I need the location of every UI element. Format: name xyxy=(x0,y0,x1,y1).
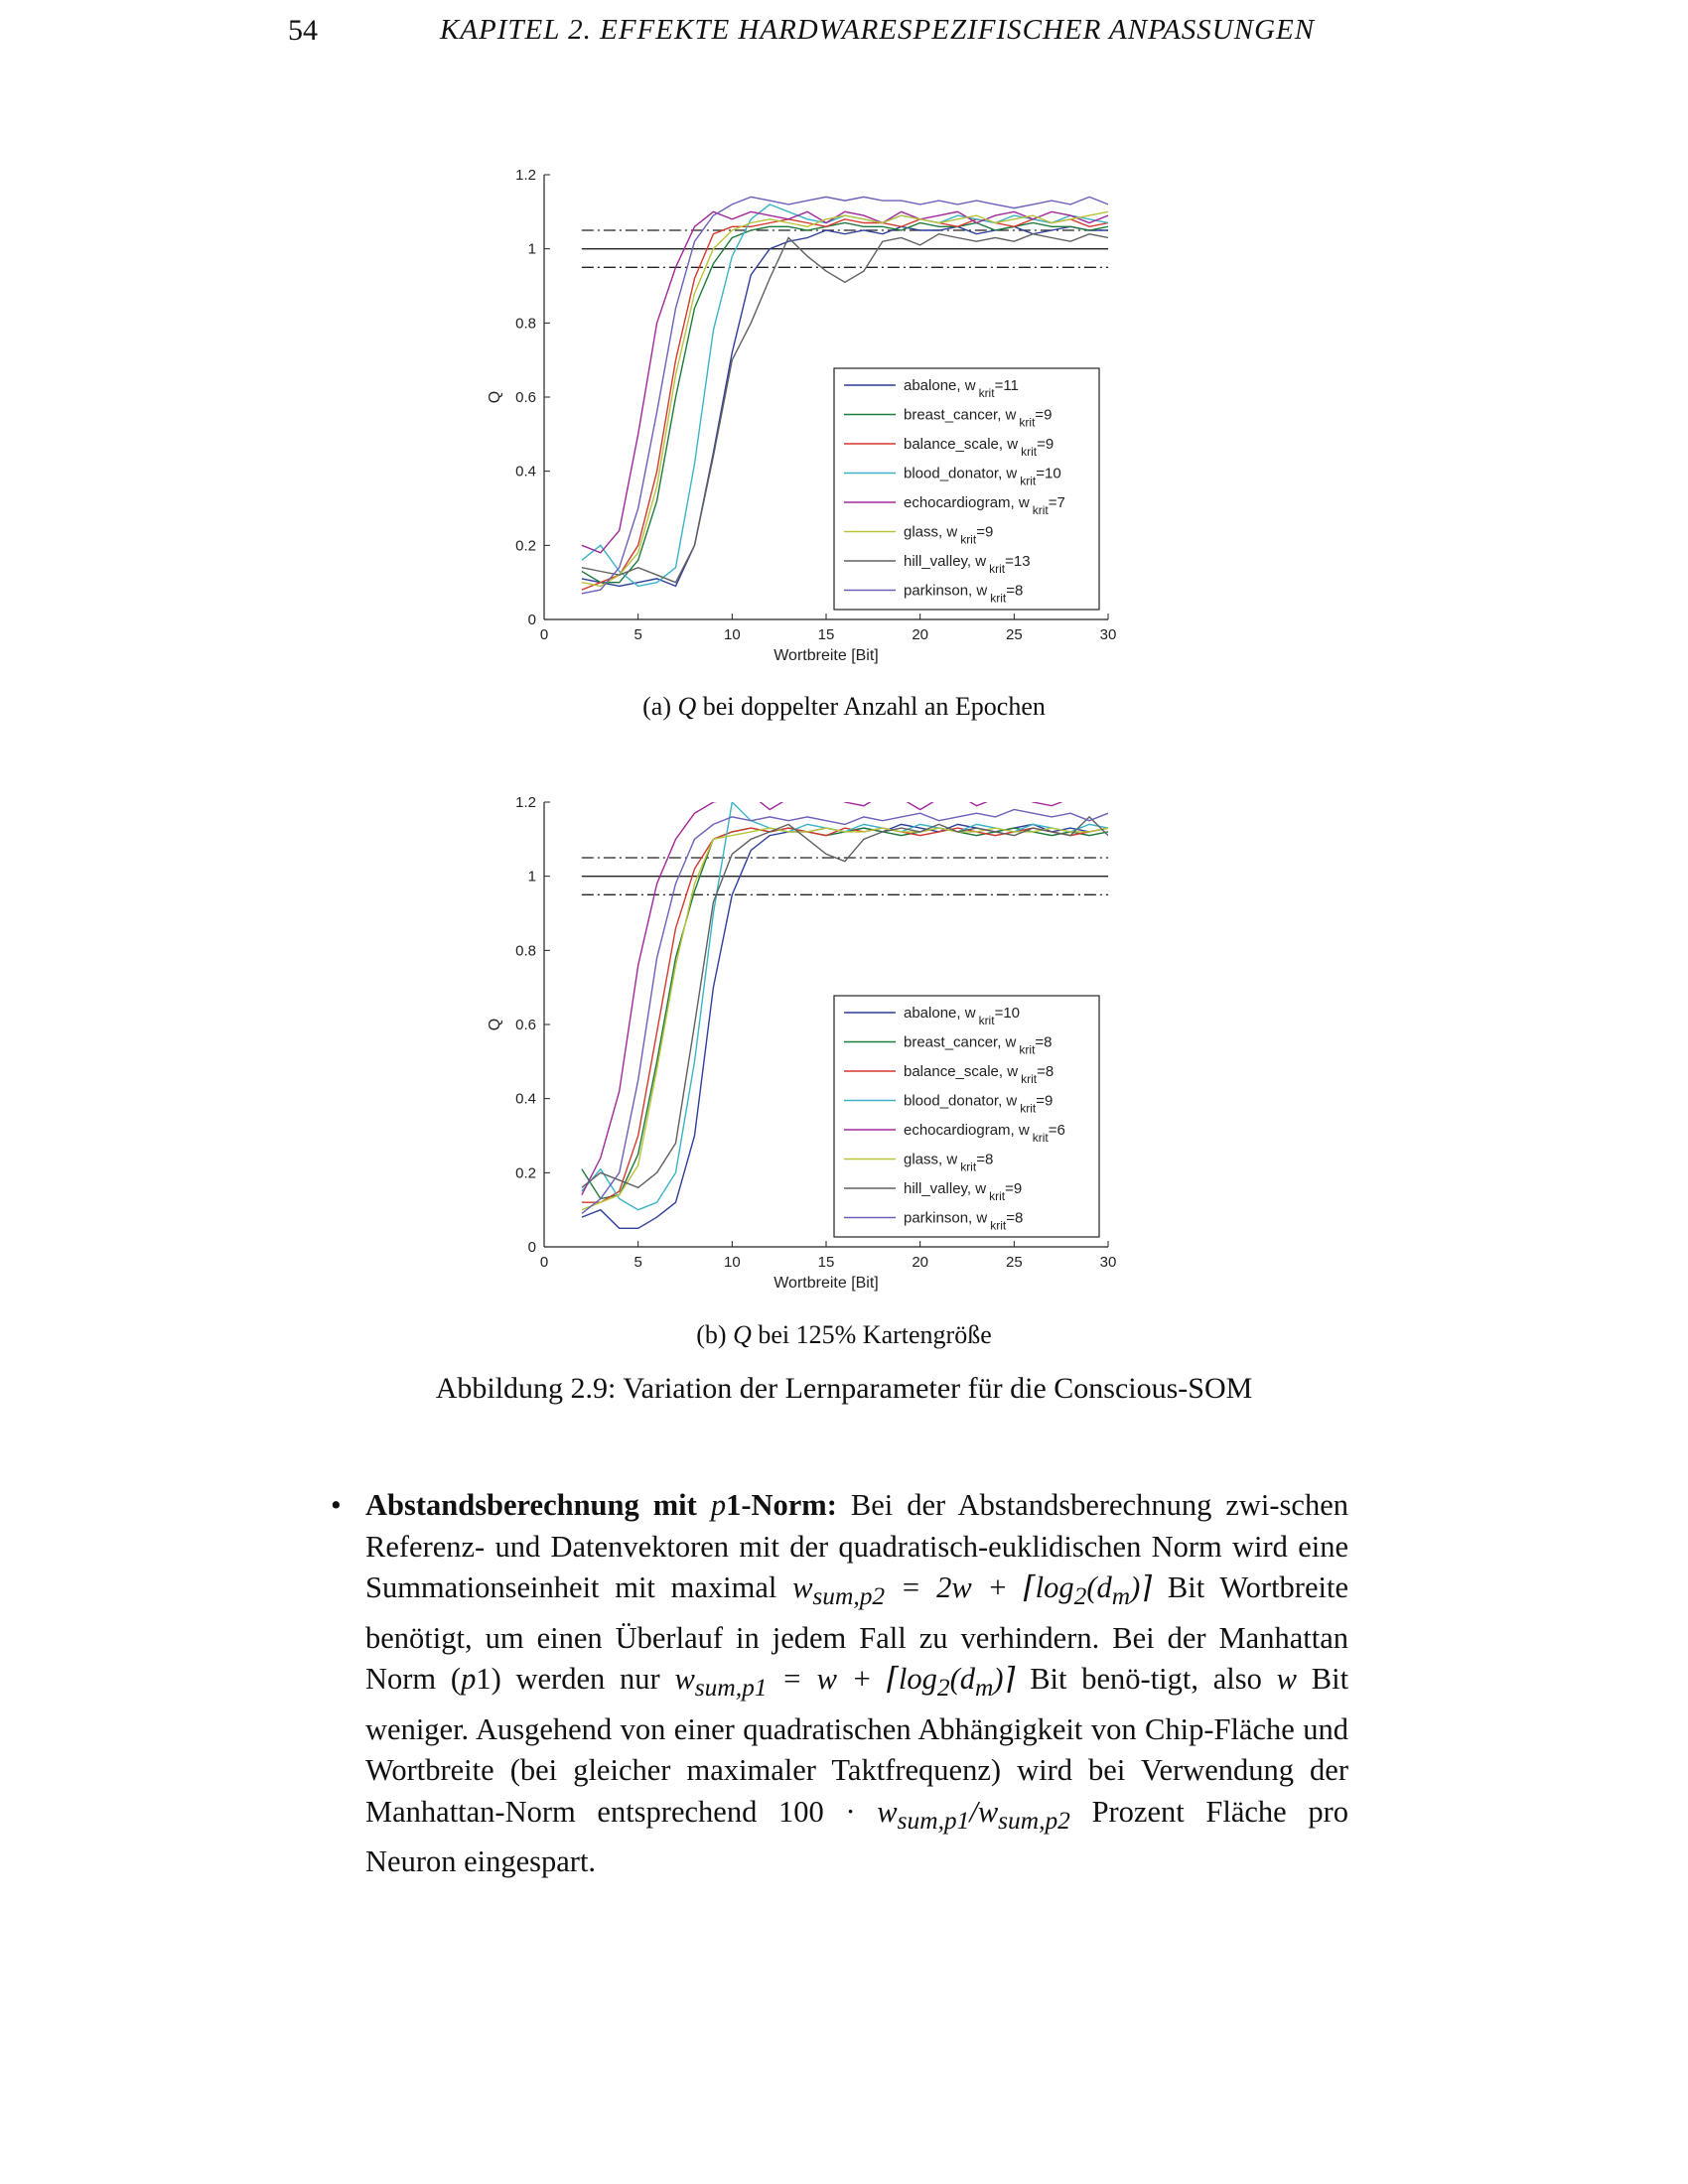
x-tick-label: 0 xyxy=(539,626,549,643)
bullet-title xyxy=(365,1488,837,1522)
x-tick-label: 30 xyxy=(1099,1254,1117,1271)
f3-slash: /w xyxy=(969,1794,999,1829)
y-tick-label: 0.4 xyxy=(515,1090,536,1108)
y-axis-label: Q xyxy=(487,1018,503,1031)
f2-w: w xyxy=(674,1662,695,1697)
chart-a-svg xyxy=(467,147,1142,663)
x-tick-label: 25 xyxy=(1005,1254,1023,1271)
f2-rest: = w + ⌈log xyxy=(781,1662,937,1697)
legend-entry-breast_cancer: breast_cancer, w $_{krit}$=8 xyxy=(904,1033,1053,1057)
legend-entry-parkinson: parkinson, w $_{krit}$=8 xyxy=(904,1209,1024,1233)
f1-sub3: m xyxy=(1111,1582,1131,1611)
y-tick-label: 0.8 xyxy=(515,942,536,960)
chart-q-map-size xyxy=(467,774,1142,1291)
formula-ratio xyxy=(778,1794,1070,1835)
legend-entry-abalone: abalone, w $_{krit}$=10 xyxy=(904,1005,1021,1027)
y-tick-label: 0.6 xyxy=(515,389,536,406)
f3-sub2: sum,p2 xyxy=(998,1806,1070,1835)
f3-w1: w xyxy=(877,1794,898,1829)
y-tick-label: 1.2 xyxy=(515,167,536,184)
y-tick-label: 1 xyxy=(527,868,536,886)
page-header xyxy=(0,14,1688,54)
f1-w: w xyxy=(792,1570,813,1604)
bullet-text-3-var: w xyxy=(1276,1662,1297,1697)
chart-q-double-epochs xyxy=(467,147,1142,663)
bullet-mark: • xyxy=(331,1488,342,1522)
y-tick-label: 0.2 xyxy=(515,1164,536,1182)
legend-entry-abalone: abalone, w $_{krit}$=11 xyxy=(904,377,1019,400)
f1-sub2: 2 xyxy=(1073,1582,1087,1611)
running-head: KAPITEL 2. EFFEKTE HARDWARESPEZIFISCHER ANPASSUNGEN xyxy=(440,14,1316,46)
formula-wsum-p1 xyxy=(674,1662,1016,1703)
bullet-title-var: p xyxy=(710,1488,727,1522)
y-tick-label: 0.2 xyxy=(515,537,536,555)
x-tick-label: 5 xyxy=(633,626,642,643)
y-tick-label: 1 xyxy=(527,240,536,258)
bullet-text-1: Bei der Abstandsberechnung zwi-schen Referenz- und Datenvektoren mit der quadratisch-euklidischen Norm wird eine Summationseinheit mit maximal xyxy=(365,1488,1349,1604)
subcaption-b xyxy=(0,1320,1688,1350)
subcaption-b-var: Q xyxy=(733,1320,752,1349)
y-tick-label: 0.8 xyxy=(515,315,536,333)
subcaption-b-text: bei 125% Kartengröße xyxy=(758,1320,992,1349)
bullet-text-2b: 1) werden nur xyxy=(476,1662,660,1697)
x-tick-label: 10 xyxy=(723,1254,741,1271)
f2-sub2: 2 xyxy=(936,1674,950,1703)
y-tick-label: 0.6 xyxy=(515,1017,536,1033)
y-tick-label: 0.4 xyxy=(515,463,536,480)
formula-wsum-p2 xyxy=(792,1570,1153,1611)
y-tick-label: 1.2 xyxy=(515,794,536,811)
subcaption-a xyxy=(0,692,1688,722)
subcaption-b-label: (b) xyxy=(696,1320,727,1349)
x-tick-label: 5 xyxy=(633,1254,642,1271)
subcaption-a-var: Q xyxy=(677,692,697,721)
bullet-paragraph xyxy=(331,1485,1348,1883)
f1-sub: sum,p2 xyxy=(812,1582,886,1611)
legend-entry-balance_scale: balance_scale, w $_{krit}$=9 xyxy=(904,436,1055,459)
x-tick-label: 30 xyxy=(1099,626,1117,643)
legend-entry-breast_cancer: breast_cancer, w $_{krit}$=9 xyxy=(904,406,1053,430)
legend-entry-echocardiogram: echocardiogram, w $_{krit}$=6 xyxy=(904,1122,1065,1145)
legend-box xyxy=(834,996,1099,1237)
bullet-text xyxy=(365,1485,1348,1883)
bullet-text-2-var: p xyxy=(461,1662,477,1697)
f1-rest: = 2w + ⌈log xyxy=(900,1570,1074,1604)
f1-close: )⌉ xyxy=(1130,1570,1153,1604)
x-tick-label: 15 xyxy=(817,1254,835,1271)
legend-entry-balance_scale: balance_scale, w $_{krit}$=8 xyxy=(904,1063,1055,1086)
f3-sub1: sum,p1 xyxy=(897,1806,970,1835)
bullet-title-pre: Abstandsberechnung mit xyxy=(365,1488,697,1522)
legend-entry-hill_valley: hill_valley, w $_{krit}$=9 xyxy=(904,1180,1023,1203)
figure-caption: Abbildung 2.9: Variation der Lernparameter für die Conscious-SOM xyxy=(435,1372,1253,1405)
x-tick-label: 15 xyxy=(817,626,835,643)
bullet-title-post: 1-Norm: xyxy=(726,1488,837,1522)
legend-entry-glass: glass, w $_{krit}$=9 xyxy=(904,523,994,547)
bullet-text-4: Bit weniger. Ausgehend von einer quadratischen Abhängigkeit von Chip-Fläche und Wortbreite (bei gleicher maximaler Taktfrequenz) wird bei Verwendung der Manhattan-Norm entsprechend xyxy=(365,1662,1349,1829)
f1-end: (d xyxy=(1086,1570,1112,1604)
x-tick-label: 0 xyxy=(539,1254,549,1271)
legend-entry-parkinson: parkinson, w $_{krit}$=8 xyxy=(904,582,1024,606)
legend-entry-blood_donator: blood_donator, w $_{krit}$=10 xyxy=(904,465,1061,488)
x-axis-label: Wortbreite [Bit] xyxy=(774,647,879,664)
legend-entry-echocardiogram: echocardiogram, w $_{krit}$=7 xyxy=(904,494,1065,517)
y-axis-label: Q xyxy=(487,390,503,404)
legend-entry-glass: glass, w $_{krit}$=8 xyxy=(904,1151,994,1174)
x-axis-label: Wortbreite [Bit] xyxy=(774,1275,879,1292)
x-tick-label: 25 xyxy=(1005,626,1023,643)
bullet-text-5: Prozent Fläche pro Neuron eingespart. xyxy=(365,1794,1349,1879)
x-tick-label: 10 xyxy=(723,626,741,643)
bullet-text-3: Bit benö-tigt, also xyxy=(1030,1662,1262,1697)
bullet-text-2: Bit Wortbreite benötigt, um einen Überlauf in jedem Fall zu verhindern. Bei der Manhattan Norm ( xyxy=(365,1570,1348,1697)
f2-sub: sum,p1 xyxy=(694,1674,768,1703)
legend-entry-blood_donator: blood_donator, w $_{krit}$=9 xyxy=(904,1092,1054,1116)
f3-num: 100 · xyxy=(778,1794,856,1829)
subcaption-a-text: bei doppelter Anzahl an Epochen xyxy=(702,692,1046,721)
page-number: 54 xyxy=(288,14,318,47)
legend-box xyxy=(834,368,1099,610)
f2-close: )⌉ xyxy=(993,1662,1016,1697)
y-tick-label: 0 xyxy=(527,1239,536,1256)
legend-entry-hill_valley: hill_valley, w $_{krit}$=13 xyxy=(904,553,1031,576)
subcaption-a-label: (a) xyxy=(642,692,671,721)
x-tick-label: 20 xyxy=(912,1254,929,1271)
f2-end: (d xyxy=(949,1662,976,1697)
y-tick-label: 0 xyxy=(527,612,536,628)
f2-sub3: m xyxy=(975,1674,994,1703)
x-tick-label: 20 xyxy=(912,626,929,643)
chart-b-svg xyxy=(467,774,1142,1291)
